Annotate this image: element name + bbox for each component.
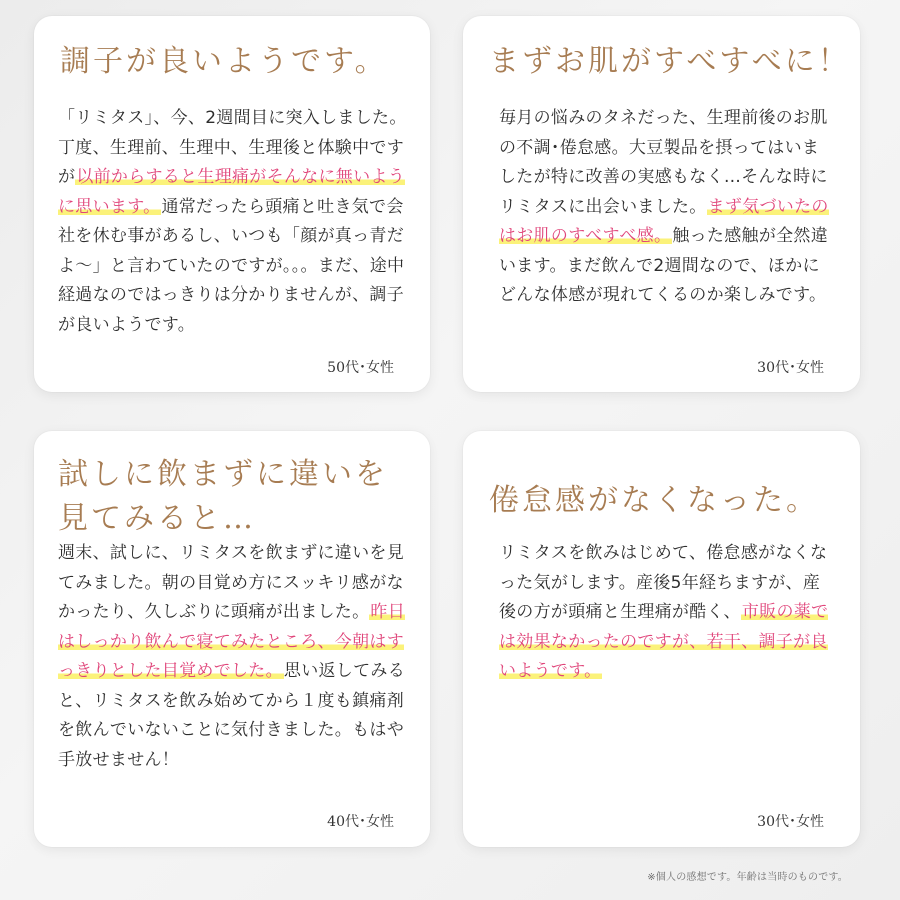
testimonial-card-2 (463, 16, 860, 392)
testimonial-card-3 (34, 431, 430, 847)
testimonial-card-4 (463, 431, 860, 847)
testimonial-body (499, 539, 835, 687)
testimonial-card-1 (34, 16, 430, 392)
testimonial-title: 調子が良いようです。 (60, 44, 388, 79)
testimonial-text: 思い返してみると、リミタスを飲み始めてから１度も鎮痛剤を飲んでいないことに気付きました。もはや手放せません！ (58, 661, 406, 770)
testimonial-highlight: 以前からすると生理痛がそんなに無いように思います。 (58, 167, 406, 217)
testimonial-title: 試しに飲まずに違いを 見てみると… (58, 457, 388, 536)
disclaimer-footnote: ※個人の感想です。年齢は当時のものです。 (647, 872, 848, 883)
testimonial-text: 毎月の悩みのタネだった、生理前後のお肌の不調･倦怠感。大豆製品を摂ってはいましたが特に改善の実感もなく…そんな時にリミタスに出会いました。 (499, 108, 828, 217)
testimonial-text: 通常だったら頭痛と吐き気で会社を休む事があるし、いつも「顔が真っ青だよ～」と言わていたのですが。。。まだ、途中経過なのではっきりは分かりませんが、調子が良いようです。 (58, 196, 405, 335)
testimonial-text: 週末、試しに、リミタスを飲まずに違いを見てみました。朝の目覚め方にスッキリ感がなかったり、久しぶりに頭痛が出ました。 (58, 543, 404, 622)
testimonial-body (58, 104, 408, 340)
testimonial-title: まずお肌がすべすべに！ (489, 44, 851, 79)
testimonial-body (499, 104, 835, 311)
age-gender-label: 30代･女性 (757, 360, 824, 376)
testimonial-text: 触った感触が全然違います。まだ飲んで2週間なので、ほかにどんな体感が現れてくるのか楽しみです。 (499, 226, 829, 305)
testimonial-highlight: まず気づいたのはお肌のすべすべ感。 (499, 196, 829, 246)
testimonial-text: 「リミタス」、今、2週間目に突入しました。丁度、生理前、生理中、生理後と体験中ですが (58, 108, 407, 187)
testimonial-text: リミタスを飲みはじめて、倦怠感がなくなった気がします。産後5年経ちますが、産後の方が頭痛と生理痛が酷く、 (499, 543, 828, 622)
age-gender-label: 30代･女性 (757, 814, 824, 830)
testimonial-highlight: 市販の薬では効果なかったのですが、若干、調子が良いようです。 (499, 602, 829, 681)
testimonial-body (58, 539, 408, 775)
age-gender-label: 50代･女性 (327, 360, 394, 376)
testimonial-highlight: 昨日はしっかり飲んで寝てみたところ、今朝はすっきりとした目覚めでした。 (58, 602, 406, 681)
testimonial-title: 倦怠感がなくなった。 (489, 483, 819, 518)
age-gender-label: 40代･女性 (327, 814, 394, 830)
